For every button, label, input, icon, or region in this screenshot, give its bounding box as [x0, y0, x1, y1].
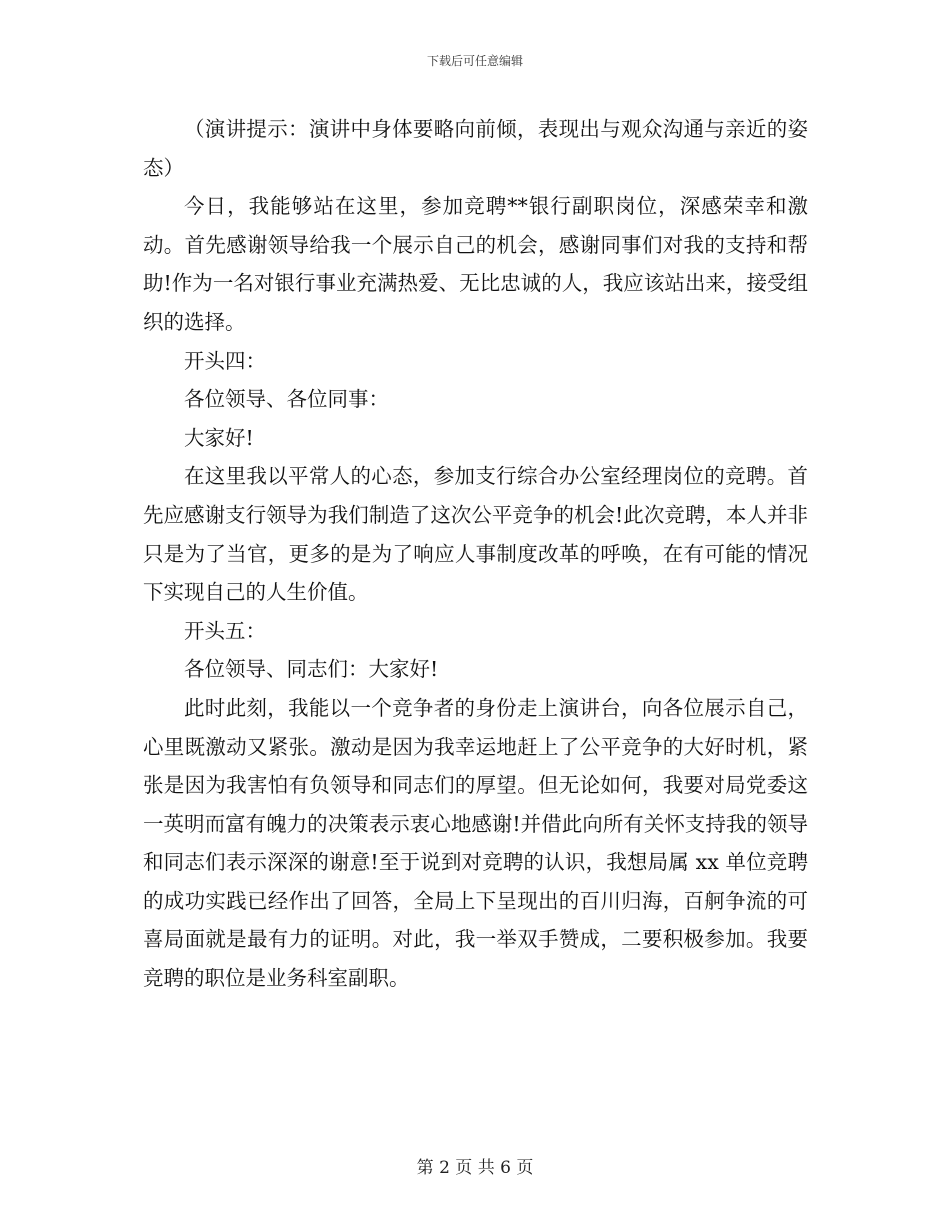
- paragraph-opening-four-body: 在这里我以平常人的心态，参加支行综合办公室经理岗位的竞聘。首先应感谢支行领导为我们制造了这次公平竞争的机会!此次竞聘，本人并非只是为了当官，更多的是为了响应人事制度改革的呼唤，在有可能的情况下实现自己的人生价值。: [143, 464, 808, 605]
- paragraph-speech-tip: （演讲提示：演讲中身体要略向前倾，表现出与观众沟通与亲近的姿态）: [143, 117, 808, 180]
- section-heading-opening-five: 开头五：: [184, 618, 266, 643]
- paragraph-opening-three-body: 今日，我能够站在这里，参加竞聘**银行副职岗位，深感荣幸和激动。首先感谢领导给我一个展示自己的机会，感谢同事们对我的支持和帮助!作为一名对银行事业充满热爱、无比忠诚的人，我应该站出来，接受组织的选择。: [143, 194, 808, 334]
- section-heading-opening-four: 开头四：: [184, 348, 266, 373]
- page-header: 下载后可任意编辑: [426, 54, 523, 68]
- paragraph-greeting: 大家好!: [184, 425, 254, 450]
- paragraph-salutation: 各位领导、各位同事：: [184, 387, 389, 412]
- paragraph-salutation-greeting: 各位领导、同志们：大家好!: [184, 657, 439, 682]
- document-body: [143, 110, 808, 998]
- page-number-footer: 第 2 页 共 6 页: [416, 1158, 534, 1178]
- paragraph-opening-five-body: 此时此刻，我能以一个竞争者的身份走上演讲台，向各位展示自己，心里既激动又紧张。激动是因为我幸运地赶上了公平竞争的大好时机，紧张是因为我害怕有负领导和同志们的厚望。但无论如何，我要对局党委这一英明而富有魄力的决策表示衷心地感谢!并借此向所有关怀支持我的领导和同志们表示深深的谢意!至于说到对竞聘的认识，我想局属 xx 单位竞聘的成功实践已经作出了回答，全局上下呈现出的百川归海，百舸争流的可喜局面就是最有力的证明。对此，我一举双手赞成，二要积极参加。我要竞聘的职位是业务科室副职。: [143, 695, 808, 991]
